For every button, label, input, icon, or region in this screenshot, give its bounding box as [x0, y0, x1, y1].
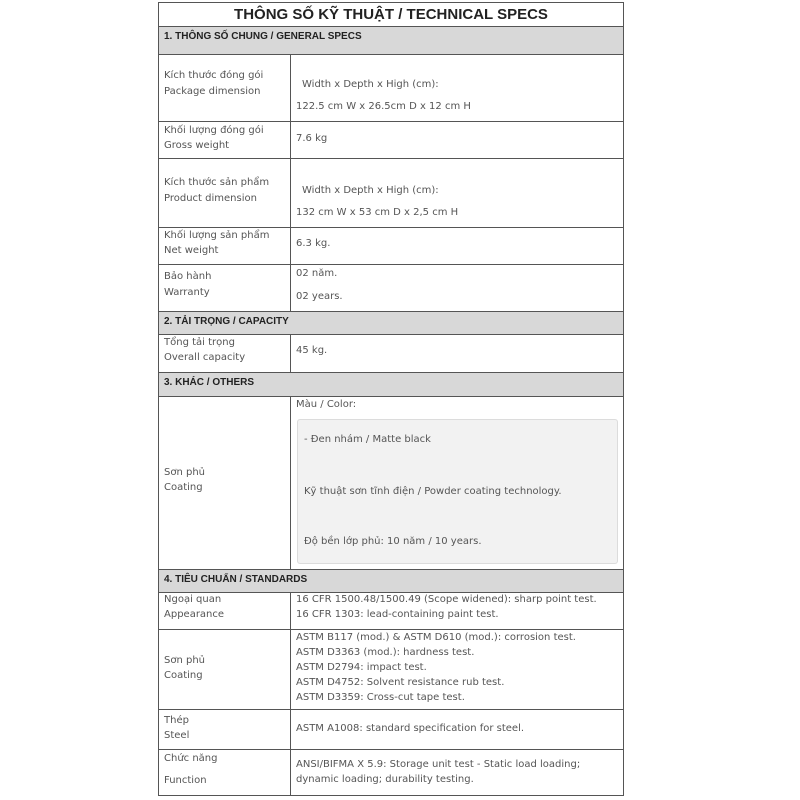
label-en: Coating — [164, 670, 203, 681]
row-value-cell — [291, 122, 623, 158]
table-row-function — [159, 750, 623, 795]
specs-table — [158, 2, 624, 796]
value-line: 6.3 kg. — [296, 238, 331, 249]
label-en: Gross weight — [164, 140, 230, 151]
value-line: ASTM D3363 (mod.): hardness test. — [296, 647, 475, 658]
row-value-cell — [291, 397, 623, 569]
label-en: Function — [164, 775, 207, 786]
row-value-cell — [291, 630, 623, 709]
section-header-capacity — [159, 312, 623, 335]
value-line: ASTM D4752: Solvent resistance rub test. — [296, 677, 505, 688]
table-row-overall — [159, 335, 623, 373]
row-value-cell — [291, 55, 623, 121]
section-header-others — [159, 373, 623, 397]
table-row-coating-standards — [159, 630, 623, 710]
section-label: 1. THÔNG SỐ CHUNG / GENERAL SPECS — [164, 31, 362, 42]
box-line: Độ bền lớp phủ: 10 năm / 10 years. — [304, 536, 482, 547]
row-label-cell — [159, 265, 291, 311]
table-row-product — [159, 159, 623, 228]
box-line: - Đen nhám / Matte black — [304, 434, 431, 445]
table-row-net — [159, 228, 623, 265]
value-line: ASTM D3359: Cross-cut tape test. — [296, 692, 465, 703]
value-line: 16 CFR 1303: lead-containing paint test. — [296, 609, 499, 620]
label-en: Product dimension — [164, 193, 257, 204]
label-en: Overall capacity — [164, 352, 246, 363]
value-line: Width x Depth x High (cm): — [302, 185, 439, 196]
row-label-cell — [159, 122, 291, 158]
row-value-cell — [291, 228, 623, 264]
section-header-general — [159, 27, 623, 55]
value-line: 45 kg. — [296, 345, 328, 356]
row-value-cell — [291, 159, 623, 227]
table-row-steel — [159, 710, 623, 750]
table-row-coating-other — [159, 397, 623, 570]
section-label: 3. KHÁC / OTHERS — [164, 377, 255, 388]
value-line: 02 years. — [296, 291, 343, 302]
label-vi: Sơn phủ — [164, 467, 206, 478]
row-label-cell — [159, 159, 291, 227]
section-label: 2. TẢI TRỌNG / CAPACITY — [164, 316, 289, 327]
value-line: ASTM D2794: impact test. — [296, 662, 427, 673]
label-vi: Thép — [164, 715, 189, 726]
box-line: Kỹ thuật sơn tĩnh điện / Powder coating technology. — [304, 486, 562, 497]
coating-detail-box — [297, 419, 618, 564]
value-line: 122.5 cm W x 26.5cm D x 12 cm H — [296, 101, 471, 112]
row-value-cell — [291, 335, 623, 372]
row-value-cell — [291, 710, 623, 749]
label-vi: Ngoại quan — [164, 594, 222, 605]
row-label-cell — [159, 630, 291, 709]
value-line: 16 CFR 1500.48/1500.49 (Scope widened): sharp point test. — [296, 594, 597, 605]
table-row-warranty — [159, 265, 623, 312]
row-value-cell — [291, 265, 623, 311]
label-vi: Kích thước sản phẩm — [164, 177, 270, 188]
value-line: ANSI/BIFMA X 5.9: Storage unit test - Static load loading; dynamic loading; durability testing. — [296, 759, 581, 785]
color-label: Màu / Color: — [296, 399, 357, 410]
row-label-cell — [159, 335, 291, 372]
value-line: 132 cm W x 53 cm D x 2,5 cm H — [296, 207, 459, 218]
section-label: 4. TIÊU CHUẨN / STANDARDS — [164, 574, 308, 585]
label-en: Warranty — [164, 287, 210, 298]
label-vi: Chức năng — [164, 753, 218, 764]
label-vi: Khối lượng sản phẩm — [164, 230, 270, 241]
value-line: 02 năm. — [296, 268, 338, 279]
label-vi: Sơn phủ — [164, 655, 206, 666]
label-en: Steel — [164, 730, 190, 741]
label-vi: Kích thước đóng gói — [164, 70, 264, 81]
table-row-gross — [159, 122, 623, 159]
label-vi: Tổng tải trọng — [164, 337, 235, 348]
value-line: ASTM A1008: standard specification for steel. — [296, 723, 525, 734]
row-value-cell — [291, 593, 623, 629]
table-title: THÔNG SỐ KỸ THUẬT / TECHNICAL SPECS — [159, 3, 623, 27]
label-en: Package dimension — [164, 86, 261, 97]
row-label-cell — [159, 750, 291, 795]
value-line: Width x Depth x High (cm): — [302, 79, 439, 90]
label-en: Appearance — [164, 609, 225, 620]
label-vi: Khối lượng đóng gói — [164, 125, 264, 136]
label-vi: Bảo hành — [164, 271, 212, 282]
row-label-cell — [159, 228, 291, 264]
value-line: 7.6 kg — [296, 133, 328, 144]
section-header-standards — [159, 570, 623, 593]
label-en: Coating — [164, 482, 203, 493]
value-line: ASTM B117 (mod.) & ASTM D610 (mod.): corrosion test. — [296, 632, 576, 643]
row-label-cell — [159, 397, 291, 569]
row-label-cell — [159, 710, 291, 749]
table-row-appearance — [159, 593, 623, 630]
row-label-cell — [159, 55, 291, 121]
label-en: Net weight — [164, 245, 219, 256]
table-row-package — [159, 55, 623, 122]
row-value-cell — [291, 750, 623, 795]
row-label-cell — [159, 593, 291, 629]
